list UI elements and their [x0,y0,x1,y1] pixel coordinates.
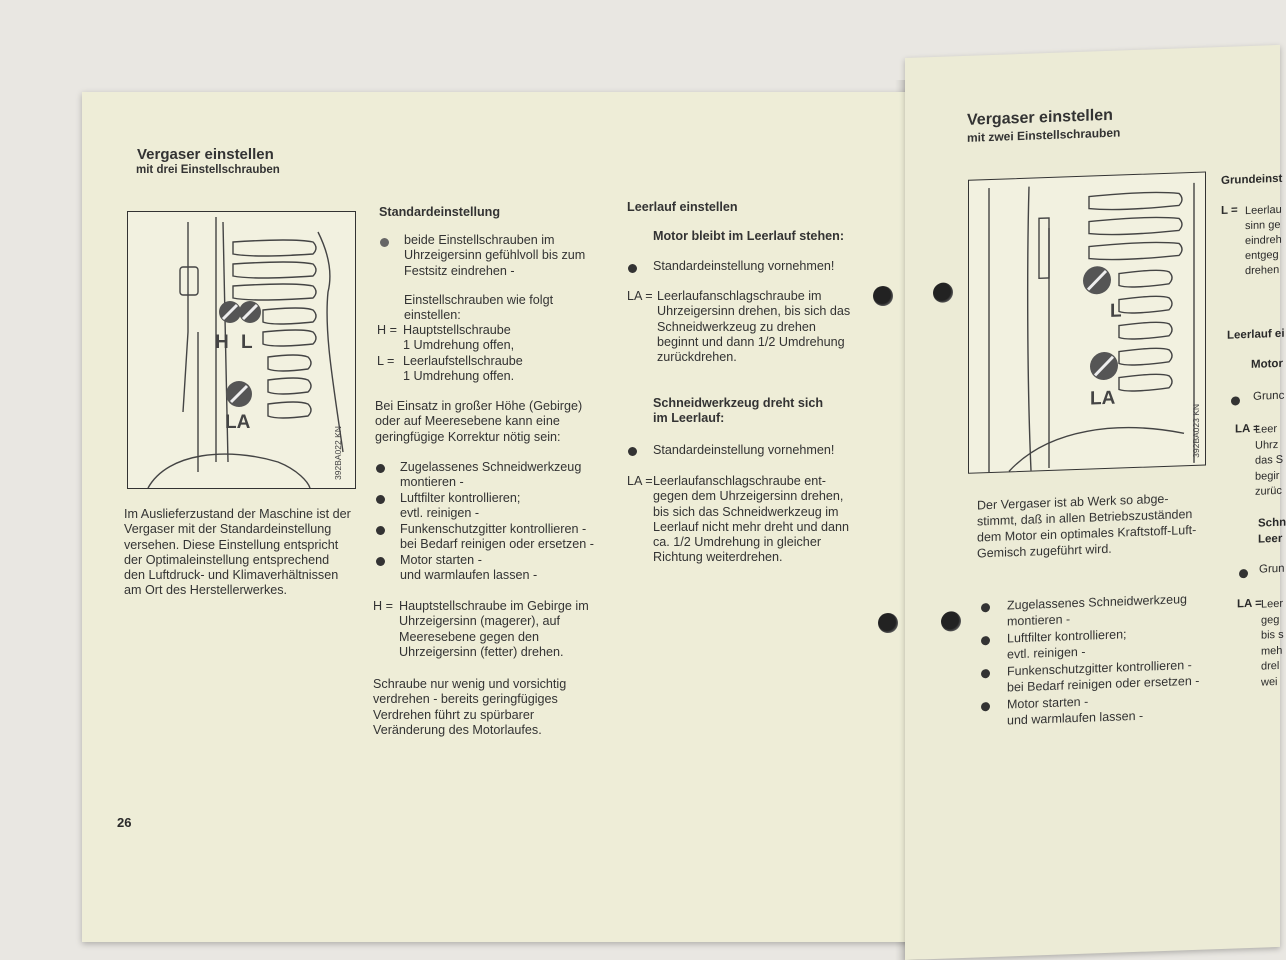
bullet-icon [1239,569,1248,578]
text-line: beginnt und dann 1/2 Umdrehung [657,334,845,349]
text-line: Leer [1261,597,1284,611]
basic-setting-heading: Grundeinst [1221,172,1283,187]
text-line: dem Motor ein optimales Kraftstoff-Luft- [977,522,1197,545]
bullet-icon [981,603,990,612]
text-line: Uhrzeigersinn gefühlvoll bis zum [404,248,586,263]
text-line: Zugelassenes Schneidwerkzeug [400,460,582,474]
right-la2-description [1261,597,1284,691]
bullet-icon [981,702,990,711]
idle-setting-heading: Leerlauf einstellen [627,200,738,214]
text-line: Leer [1255,423,1278,436]
figure-code: 392BA023 KN [1191,403,1201,459]
bullet-icon [376,495,385,504]
text-line: Leerlaufanschlagschraube im [657,289,822,303]
text-line: Schneidwerkzeug dreht sich [653,396,824,410]
right-prep-step-3 [1007,657,1199,696]
screw-l-icon [1083,266,1111,295]
intro-paragraph [124,507,364,599]
carburetor-illustration [969,173,1205,473]
bullet-icon [981,669,990,678]
screw-la-icon [226,381,252,407]
text-line: Funkenschutzgitter kontrollieren - [1007,657,1192,679]
text-line: im Leerlauf: [653,411,725,426]
text-line: 1 Umdrehung offen. [403,369,515,384]
text-line: Meeresebene gegen den [399,629,540,644]
text-line: Leerlaufstellschraube [403,354,523,368]
carburetor-figure-three-screws [127,211,356,489]
text-line: montieren - [400,475,464,490]
text-line: Uhrz [1255,438,1279,452]
page-number: 26 [117,815,132,830]
figure-code: 392BA022 KN [333,426,343,480]
text-line: ca. 1/2 Umdrehung in gleicher [653,535,822,550]
text-line: Der Vergaser ist ab Werk so abge- [977,491,1169,513]
text-line: bei Bedarf reinigen oder ersetzen - [1007,673,1200,695]
text-line: eindreh [1245,233,1282,248]
text-line: Verdrehen führt zu spürbarer [373,707,535,722]
open-screws-text [404,293,553,324]
text-line: bis sich das Schneidwerkzeug im [653,504,839,519]
text-line: zurückdrehen. [657,350,737,365]
text-line: Veränderung des Motorlaufes. [373,722,542,737]
prep-step-4 [400,553,537,584]
text-line: drel [1261,659,1280,673]
text-line: und warmlaufen lassen - [1007,708,1144,728]
bullet-icon [628,264,637,273]
binder-hole-icon [933,282,953,303]
text-line: Leerlau [1245,203,1282,218]
text-line: gegen dem Uhrzeigersinn drehen, [653,489,844,504]
idle-step-1: Standardeinstellung vornehmen! [653,259,835,273]
text-line: sinn ge [1245,218,1281,233]
figure-label-h: H [215,332,229,353]
text-line: oder auf Meeresebene kann eine [375,414,560,429]
text-line: Schn [1258,516,1286,530]
prep-step-1 [400,460,581,491]
right-step-basic: Grunc [1253,389,1285,403]
bullet-icon [1231,396,1240,405]
text-line: Leerlauf nicht mehr dreht und dann [653,519,850,534]
engine-stalls-subheading: Motor bleibt im Leerlauf stehen: [653,229,845,243]
text-line: Luftfilter kontrollieren; [400,491,521,505]
right-page [905,45,1286,960]
text-line: wei [1261,675,1278,689]
text-line: das S [1255,453,1284,467]
text-line: bis s [1261,628,1284,642]
text-line: stimmt, daß in allen Betriebszuständen [977,506,1193,529]
intro-line: den Luftdruck- und Klimaverhältnissen [124,568,339,583]
carburetor-figure-two-screws [968,171,1206,473]
text-line: Motor starten - [1007,694,1089,712]
text-line: beide Einstellschrauben im [404,233,555,247]
altitude-paragraph [375,399,582,445]
h-description [403,323,514,354]
text-line: drehen [1245,263,1280,278]
right-tool-turns-subheading [1258,515,1286,548]
right-la-key: LA = [1235,422,1260,436]
text-line: Bei Einsatz in großer Höhe (Gebirge) [375,399,583,413]
text-line: zurüc [1255,484,1282,498]
h-key: H = [377,323,397,337]
right-l-description [1245,203,1282,279]
bullet-icon [376,557,385,566]
prep-step-2 [400,491,520,522]
intro-line: am Ort des Herstellerwerkes. [124,583,288,598]
idle-step-2: Standardeinstellung vornehmen! [653,443,835,457]
text-line: evtl. reinigen - [1007,644,1086,662]
text-line: 1 Umdrehung offen, [403,338,515,353]
figure-label-la: LA [1090,387,1116,410]
binder-hole-icon [941,611,961,632]
screw-la-icon [1090,352,1118,381]
bullet-icon [380,238,389,247]
tool-turns-subheading [653,396,823,427]
text-line: Schneidwerkzeug zu drehen [657,319,816,334]
bullet-icon [376,526,385,535]
intro-line: Vergaser mit der Standardeinstellung [124,522,332,537]
text-line: Uhrzeigersinn (fetter) drehen. [399,644,564,659]
intro-line: Im Auslieferzustand der Maschine ist der [124,507,351,521]
text-line: Richtung weiterdrehen. [653,550,783,565]
text-line: Uhrzeigersinn drehen, bis sich das [657,304,851,319]
prep-step-3 [400,522,594,553]
screw-h-icon [219,301,241,323]
text-line: Gemisch zugeführt wird. [977,541,1112,561]
text-line: Motor starten - [400,553,482,567]
right-page-title: Vergaser einstellen [967,106,1113,129]
la2-key: LA = [627,474,653,488]
text-line: bei Bedarf reinigen oder ersetzen - [400,537,594,552]
text-line: Leer [1258,532,1283,546]
text-line: Hauptstellschraube [403,323,511,337]
la-description-1 [657,289,850,365]
left-page [82,92,912,942]
l-key: L = [377,354,395,368]
text-line: entgeg [1245,248,1279,263]
text-line: evtl. reinigen - [400,506,480,521]
bullet-icon [376,464,385,473]
right-prep-step-2 [1007,626,1127,662]
text-line: Festsitz eindrehen - [404,263,515,278]
text-line: verdrehen - bereits geringfügiges [373,692,558,707]
intro-line: der Optimaleinstellung entsprechend [124,552,330,567]
text-line: Luftfilter kontrollieren; [1007,627,1127,646]
text-line: montieren - [1007,612,1071,629]
h2-description [399,599,589,660]
right-intro-paragraph [977,490,1196,562]
text-line: und warmlaufen lassen - [400,568,538,583]
bullet-icon [981,636,990,645]
text-line: Schraube nur wenig und vorsichtig [373,677,567,691]
right-prep-step-4 [1007,692,1143,729]
standard-step-1 [404,233,585,279]
text-line: einstellen: [404,308,461,323]
text-line: geg [1261,613,1280,627]
screw-l-icon [239,301,261,323]
binder-hole-icon [873,286,893,306]
right-prep-step-1 [1007,591,1187,629]
text-line: begir [1255,469,1280,483]
text-line: Zugelassenes Schneidwerkzeug [1007,592,1187,613]
text-line: Leerlaufanschlagschraube ent- [653,474,826,488]
right-l-key: L = [1221,204,1238,217]
text-line: Einstellschrauben wie folgt [404,293,554,307]
binder-hole-icon [878,613,898,633]
h2-key: H = [373,599,393,613]
right-page-subtitle: mit zwei Einstellschrauben [967,125,1121,145]
right-step-basic-2: Grun [1259,562,1285,576]
text-line: Uhrzeigersinn (magerer), auf [399,614,560,629]
left-page-title: Vergaser einstellen [137,146,274,163]
text-line: Funkenschutzgitter kontrollieren - [400,522,587,536]
bullet-icon [628,447,637,456]
caution-note [373,677,566,738]
standard-setting-heading: Standardeinstellung [379,205,501,219]
text-line: geringfügige Korrektur nötig sein: [375,429,561,444]
figure-label-l: L [241,332,253,353]
intro-line: versehen. Diese Einstellung entspricht [124,537,339,552]
right-la2-key: LA = [1237,597,1262,611]
la-description-2 [653,474,849,566]
right-la-description [1255,422,1283,500]
left-page-subtitle: mit drei Einstellschrauben [136,164,280,176]
la-key: LA = [627,289,653,303]
figure-label-la: LA [225,412,251,433]
right-idle-heading: Leerlauf ei [1227,327,1285,342]
l-description [403,354,523,385]
figure-label-l: L [1110,300,1122,322]
text-line: Hauptstellschraube im Gebirge im [399,599,589,613]
right-motor-subheading: Motor [1251,357,1283,371]
text-line: meh [1261,644,1283,658]
